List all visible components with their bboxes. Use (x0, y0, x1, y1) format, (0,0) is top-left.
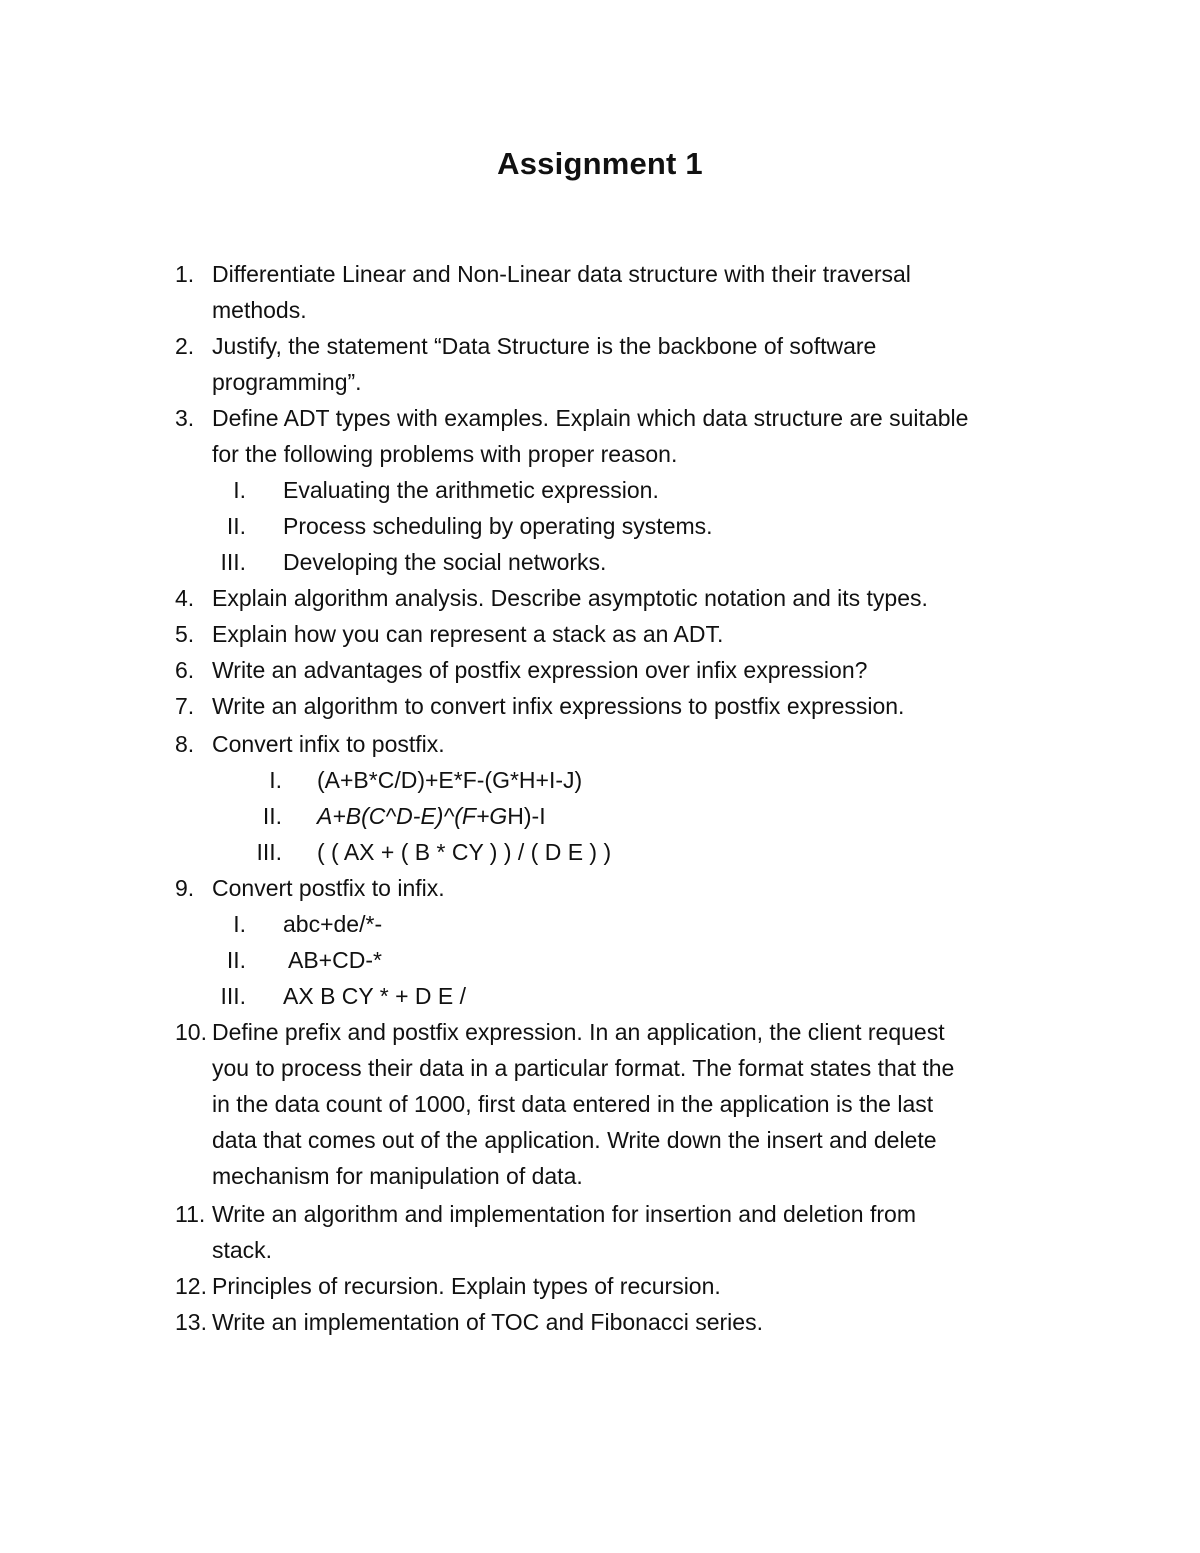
question-text: Write an algorithm to convert infix expressions to postfix expression. (212, 693, 905, 719)
question-text: Write an algorithm and implementation for insertion and deletion from (212, 1201, 916, 1227)
question-text: programming”. (212, 369, 362, 395)
question-text: stack. (212, 1237, 273, 1263)
question-number: 13. (175, 1309, 207, 1335)
page-title: Assignment 1 (497, 146, 703, 181)
question-text: in the data count of 1000, first data entered in the application is the last (212, 1091, 934, 1117)
question-number: 3. (175, 405, 195, 431)
question-number: 2. (175, 333, 195, 359)
sub-item-text: Process scheduling by operating systems. (283, 513, 713, 539)
question-number: 5. (175, 621, 195, 647)
sub-item-number: III. (256, 839, 282, 865)
question-text: Convert infix to postfix. (212, 731, 445, 757)
question-text: methods. (212, 297, 307, 323)
sub-item-number: I. (269, 767, 282, 793)
question-number: 9. (175, 875, 195, 901)
sub-item-number: III. (220, 983, 246, 1009)
question-text: for the following problems with proper reason. (212, 441, 678, 467)
sub-item-number: I. (233, 911, 246, 937)
sub-item-text (317, 798, 546, 834)
sub-item-number: II. (226, 947, 246, 973)
question-text: data that comes out of the application. Write down the insert and delete (212, 1127, 937, 1153)
sub-item-number: II. (262, 803, 282, 829)
sub-item-text: abc+de/*- (283, 911, 383, 937)
question-text: Explain algorithm analysis. Describe asymptotic notation and its types. (212, 585, 928, 611)
sub-item-text: (A+B*C/D)+E*F-(G*H+I-J) (317, 767, 583, 793)
sub-item-number: I. (233, 477, 246, 503)
sub-item-text: ( ( AX + ( B * CY ) ) / ( D E ) ) (317, 839, 612, 865)
question-text: Write an advantages of postfix expression over infix expression? (212, 657, 868, 683)
question-number: 1. (175, 261, 195, 287)
sub-item-text-italic: A+B(C^D-E)^(F+G (317, 803, 508, 829)
sub-item-number: III. (220, 549, 246, 575)
sub-item-text: AB+CD-* (288, 947, 382, 973)
sub-item-text: Evaluating the arithmetic expression. (283, 477, 659, 503)
question-text: Define prefix and postfix expression. In an application, the client request (212, 1019, 945, 1045)
question-text: Define ADT types with examples. Explain which data structure are suitable (212, 405, 969, 431)
question-text: Write an implementation of TOC and Fibonacci series. (212, 1309, 763, 1335)
question-number: 6. (175, 657, 195, 683)
question-number: 11. (175, 1201, 206, 1227)
sub-item-text-tail: H)-I (507, 803, 546, 829)
question-text: Differentiate Linear and Non-Linear data structure with their traversal (212, 261, 911, 287)
question-text: Convert postfix to infix. (212, 875, 445, 901)
question-number: 8. (175, 731, 195, 757)
question-text: you to process their data in a particular format. The format states that the (212, 1055, 955, 1081)
sub-item-number: II. (226, 513, 246, 539)
question-text: Principles of recursion. Explain types of recursion. (212, 1273, 721, 1299)
question-number: 10. (175, 1019, 207, 1045)
question-number: 7. (175, 693, 195, 719)
question-text: Justify, the statement “Data Structure is the backbone of software (212, 333, 877, 359)
sub-item-text: Developing the social networks. (283, 549, 607, 575)
question-text: Explain how you can represent a stack as an ADT. (212, 621, 724, 647)
question-number: 12. (175, 1273, 207, 1299)
question-number: 4. (175, 585, 195, 611)
question-text: mechanism for manipulation of data. (212, 1163, 583, 1189)
sub-item-text: AX B CY * + D E / (283, 983, 467, 1009)
